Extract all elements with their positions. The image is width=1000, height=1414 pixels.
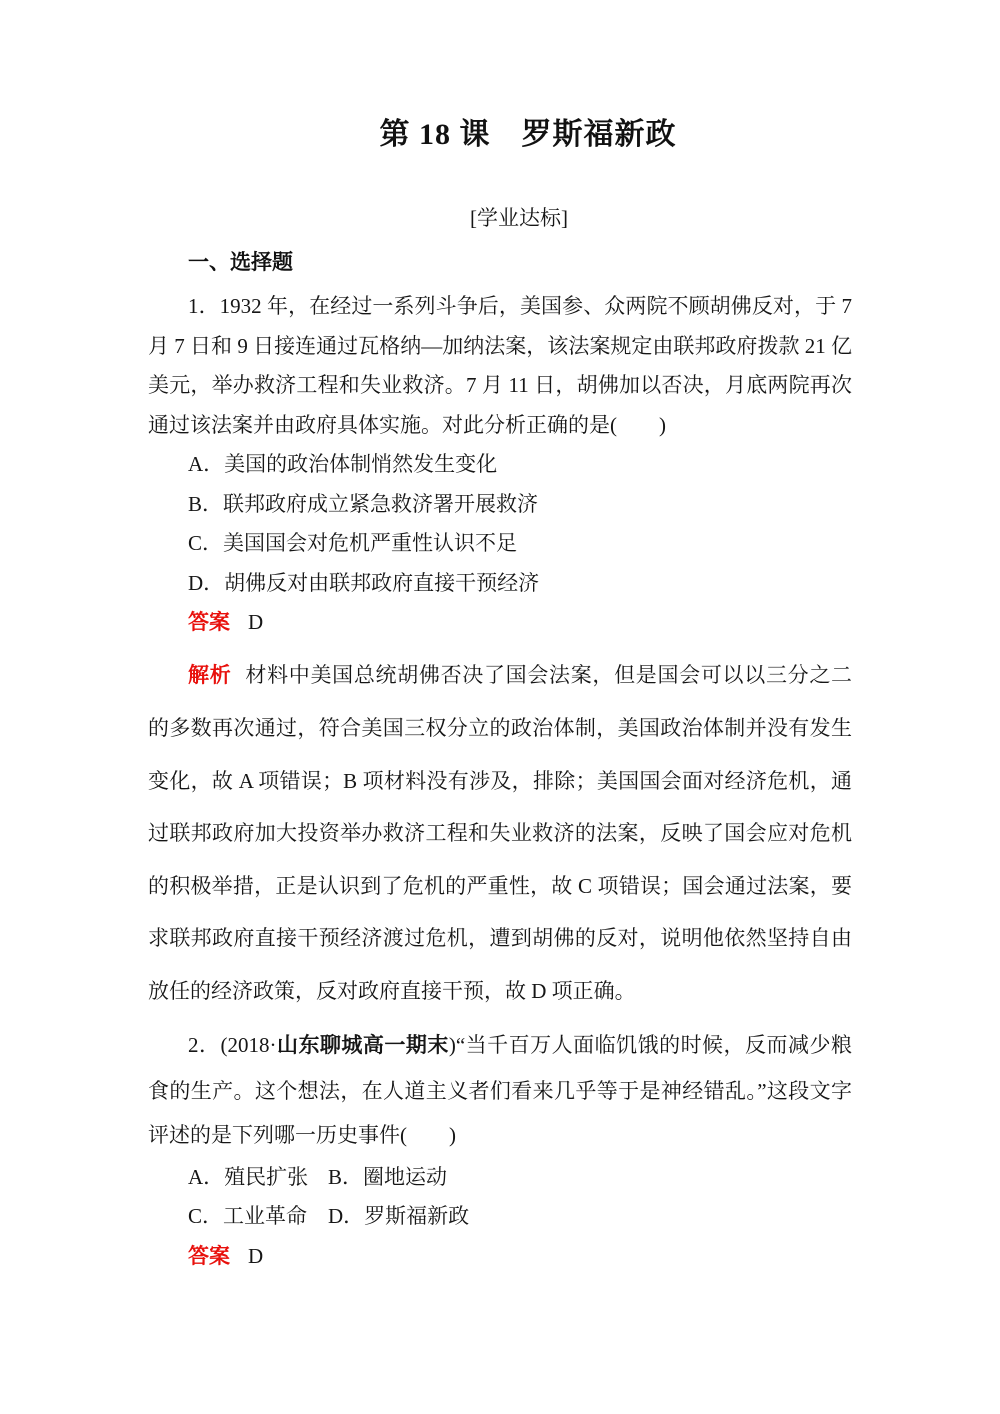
question-2-source: 山东聊城高一期末 bbox=[276, 1034, 449, 1057]
question-2-options-row-1 bbox=[148, 1158, 852, 1198]
question-2-option-a: A．殖民扩张 bbox=[188, 1164, 309, 1189]
question-1-stem: 1．1932 年，在经过一系列斗争后，美国参、众两院不顾胡佛反对，于 7 月 7 日和 9 日接连通过瓦格纳—加纳法案，该法案规定由联邦政府拨款 21 亿美元，举办救济工程和失业救济。7 月 11 日，胡佛加以否决，月底两院再次通过该法案并由政府具体实施。对此分析正确的是( ) bbox=[148, 294, 852, 437]
page-title: 第 18 课 罗斯福新政 bbox=[379, 118, 677, 151]
analysis-text: 材料中美国总统胡佛否决了国会法案，但是国会可以以三分之二的多数再次通过，符合美国三权分立的政治体制，美国政治体制并没有发生变化，故 A 项错误；B 项材料没有涉及，排除；美国国会面对经济危机，通过联邦政府加大投资举办救济工程和失业救济的法案，反映了国会应对危机的积极举措，正是认识到了危机的严重性，故 C 项错误；国会通过法案，要求联邦政府直接干预经济渡过危机，遭到胡佛的反对，说明他依然坚持自由放任的经济政策，反对政府直接干预，故 D 项正确。 bbox=[148, 662, 853, 1003]
question-1-option-c: C．美国国会对危机严重性认识不足 bbox=[188, 531, 518, 555]
question-2-answer-row bbox=[148, 1237, 852, 1277]
question-1-option-b: B．联邦政府成立紧急救济署开展救济 bbox=[188, 491, 539, 516]
question-1 bbox=[148, 287, 852, 1017]
analysis-label: 解析 bbox=[188, 663, 232, 687]
answer-label: 答案 bbox=[188, 1244, 230, 1268]
question-1-options bbox=[148, 445, 852, 603]
question-2-stem bbox=[148, 1023, 852, 1158]
question-2-option-d: D．罗斯福新政 bbox=[328, 1204, 470, 1228]
question-2-option-c: C．工业革命 bbox=[188, 1204, 308, 1228]
question-2-options bbox=[148, 1158, 852, 1237]
answer-value: D bbox=[248, 610, 264, 634]
question-1-option-d: D．胡佛反对由联邦政府直接干预经济 bbox=[188, 570, 540, 595]
question-2 bbox=[148, 1023, 852, 1276]
question-2-stem-rest: )“当千百万人面临饥饿的时候，反而减少粮食的生产。这个想法，在人道主义者们看来几乎等于是神经错乱。”这段文字评述的是下列哪一历史事件( ) bbox=[148, 1033, 852, 1147]
question-2-option-b: B．圈地运动 bbox=[328, 1164, 448, 1189]
question-2-stem-prefix: 2．(2018· bbox=[188, 1033, 277, 1057]
answer-label: 答案 bbox=[188, 611, 230, 634]
section-banner: [学业达标] bbox=[470, 206, 568, 230]
answer-value: D bbox=[248, 1243, 264, 1268]
question-2-options-row-2 bbox=[148, 1197, 852, 1237]
question-1-answer-row bbox=[148, 603, 852, 643]
question-1-option-a: A．美国的政治体制悄然发生变化 bbox=[188, 452, 498, 476]
part-heading: 一、选择题 bbox=[188, 251, 293, 274]
question-1-analysis bbox=[148, 649, 852, 1018]
